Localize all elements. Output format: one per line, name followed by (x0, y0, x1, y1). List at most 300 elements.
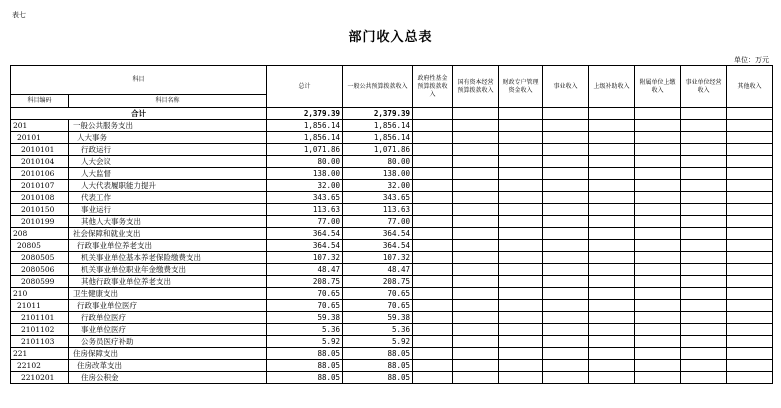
subject-code-cell: 2101102 (11, 324, 69, 336)
header-subject: 科目 (11, 66, 267, 95)
subject-code-cell: 210 (11, 288, 69, 300)
empty-cell (681, 228, 727, 240)
empty-cell (499, 228, 543, 240)
header-code: 科目编码 (11, 95, 69, 108)
total-cell: 77.00 (267, 216, 343, 228)
total-cell: 364.54 (267, 240, 343, 252)
empty-cell (727, 276, 773, 288)
subject-code-cell: 2101101 (11, 312, 69, 324)
header-affiliated: 附属单位上缴收入 (635, 66, 681, 108)
empty-cell (543, 144, 589, 156)
table-row (11, 276, 773, 288)
empty-cell (727, 168, 773, 180)
empty-cell (499, 276, 543, 288)
subject-code-cell: 22102 (11, 360, 69, 372)
empty-cell (499, 192, 543, 204)
empty-cell (589, 144, 635, 156)
empty-cell (727, 180, 773, 192)
empty-cell (499, 108, 543, 120)
table-row (11, 192, 773, 204)
subject-code-cell: 20101 (11, 132, 69, 144)
empty-cell (727, 156, 773, 168)
total-cell: 1,856.14 (267, 132, 343, 144)
empty-cell (453, 372, 499, 384)
empty-cell (589, 192, 635, 204)
empty-cell (681, 324, 727, 336)
empty-cell (499, 120, 543, 132)
subject-name-cell: 行政运行 (69, 144, 267, 156)
total-cell: 70.65 (267, 288, 343, 300)
total-row (11, 108, 773, 120)
empty-cell (681, 168, 727, 180)
general-budget-cell: 138.00 (343, 168, 413, 180)
table-row (11, 360, 773, 372)
table-row (11, 288, 773, 300)
empty-cell (543, 108, 589, 120)
total-cell: 364.54 (267, 228, 343, 240)
general-budget-cell: 1,856.14 (343, 132, 413, 144)
empty-cell (453, 168, 499, 180)
empty-cell (727, 312, 773, 324)
empty-cell (727, 108, 773, 120)
empty-cell (681, 156, 727, 168)
empty-cell (589, 228, 635, 240)
empty-cell (635, 252, 681, 264)
general-budget-cell: 364.54 (343, 228, 413, 240)
empty-cell (727, 348, 773, 360)
subject-code-cell: 2010108 (11, 192, 69, 204)
empty-cell (727, 264, 773, 276)
empty-cell (681, 360, 727, 372)
empty-cell (453, 360, 499, 372)
general-budget-cell: 32.00 (343, 180, 413, 192)
table-number-label: 表七 (12, 11, 26, 19)
empty-cell (589, 324, 635, 336)
empty-cell (727, 204, 773, 216)
empty-cell (635, 324, 681, 336)
empty-cell (635, 216, 681, 228)
empty-cell (589, 312, 635, 324)
empty-cell (681, 288, 727, 300)
general-budget-cell: 77.00 (343, 216, 413, 228)
empty-cell (727, 360, 773, 372)
header-gov-fund: 政府性基金预算拨款收入 (413, 66, 453, 108)
subject-name-cell: 卫生健康支出 (69, 288, 267, 300)
total-cell: 88.05 (267, 372, 343, 384)
empty-cell (413, 168, 453, 180)
empty-cell (681, 252, 727, 264)
empty-cell (635, 276, 681, 288)
empty-cell (543, 192, 589, 204)
empty-cell (635, 312, 681, 324)
empty-cell (727, 120, 773, 132)
empty-cell (413, 324, 453, 336)
empty-cell (589, 348, 635, 360)
empty-cell (589, 180, 635, 192)
header-superior-subsidy: 上级补助收入 (589, 66, 635, 108)
total-value: 2,379.39 (267, 108, 343, 120)
empty-cell (681, 132, 727, 144)
total-cell: 5.92 (267, 336, 343, 348)
total-cell: 1,071.86 (267, 144, 343, 156)
empty-cell (589, 300, 635, 312)
subject-name-cell: 社会保障和就业支出 (69, 228, 267, 240)
empty-cell (543, 276, 589, 288)
empty-cell (543, 372, 589, 384)
empty-cell (589, 336, 635, 348)
empty-cell (413, 192, 453, 204)
subject-name-cell: 代表工作 (69, 192, 267, 204)
empty-cell (499, 360, 543, 372)
subject-code-cell: 2080505 (11, 252, 69, 264)
subject-name-cell: 人大代表履职能力提升 (69, 180, 267, 192)
total-cell: 1,856.14 (267, 120, 343, 132)
empty-cell (453, 204, 499, 216)
subject-name-cell: 事业单位医疗 (69, 324, 267, 336)
empty-cell (413, 132, 453, 144)
empty-cell (453, 216, 499, 228)
general-budget-cell: 5.92 (343, 336, 413, 348)
empty-cell (543, 300, 589, 312)
empty-cell (453, 336, 499, 348)
empty-cell (413, 204, 453, 216)
empty-cell (589, 252, 635, 264)
empty-cell (681, 144, 727, 156)
empty-cell (589, 216, 635, 228)
income-summary-table (10, 65, 773, 384)
subject-name-cell: 机关事业单位基本养老保险缴费支出 (69, 252, 267, 264)
subject-name-cell: 事业运行 (69, 204, 267, 216)
subject-name-cell: 行政单位医疗 (69, 312, 267, 324)
empty-cell (413, 264, 453, 276)
empty-cell (453, 180, 499, 192)
empty-cell (413, 144, 453, 156)
total-general-budget: 2,379.39 (343, 108, 413, 120)
empty-cell (543, 264, 589, 276)
empty-cell (681, 180, 727, 192)
empty-cell (413, 288, 453, 300)
empty-cell (681, 312, 727, 324)
table-row (11, 132, 773, 144)
subject-code-cell: 2010104 (11, 156, 69, 168)
empty-cell (635, 372, 681, 384)
empty-cell (635, 228, 681, 240)
empty-cell (589, 276, 635, 288)
general-budget-cell: 80.00 (343, 156, 413, 168)
subject-code-cell: 2080506 (11, 264, 69, 276)
unit-label: 单位：万元 (734, 56, 769, 64)
table-row (11, 300, 773, 312)
empty-cell (635, 288, 681, 300)
empty-cell (413, 228, 453, 240)
empty-cell (499, 372, 543, 384)
total-cell: 88.05 (267, 360, 343, 372)
empty-cell (543, 120, 589, 132)
empty-cell (635, 132, 681, 144)
empty-cell (543, 180, 589, 192)
empty-cell (413, 372, 453, 384)
header-special-fund: 财政专户管理资金收入 (499, 66, 543, 108)
empty-cell (727, 324, 773, 336)
subject-name-cell: 其他人大事务支出 (69, 216, 267, 228)
empty-cell (681, 300, 727, 312)
table-row (11, 120, 773, 132)
total-cell: 208.75 (267, 276, 343, 288)
empty-cell (499, 312, 543, 324)
empty-cell (453, 264, 499, 276)
table-row (11, 312, 773, 324)
empty-cell (453, 132, 499, 144)
subject-name-cell: 人大事务 (69, 132, 267, 144)
general-budget-cell: 1,856.14 (343, 120, 413, 132)
subject-code-cell: 2210201 (11, 372, 69, 384)
general-budget-cell: 343.65 (343, 192, 413, 204)
subject-name-cell: 机关事业单位职业年金缴费支出 (69, 264, 267, 276)
empty-cell (453, 300, 499, 312)
empty-cell (413, 216, 453, 228)
empty-cell (499, 156, 543, 168)
empty-cell (589, 372, 635, 384)
empty-cell (499, 264, 543, 276)
total-cell: 5.36 (267, 324, 343, 336)
empty-cell (453, 156, 499, 168)
empty-cell (413, 312, 453, 324)
empty-cell (681, 204, 727, 216)
general-budget-cell: 1,071.86 (343, 144, 413, 156)
header-business: 事业收入 (543, 66, 589, 108)
empty-cell (589, 120, 635, 132)
empty-cell (727, 192, 773, 204)
empty-cell (413, 156, 453, 168)
empty-cell (543, 348, 589, 360)
empty-cell (589, 132, 635, 144)
empty-cell (543, 168, 589, 180)
empty-cell (681, 240, 727, 252)
empty-cell (727, 240, 773, 252)
empty-cell (681, 216, 727, 228)
subject-name-cell: 人大监督 (69, 168, 267, 180)
empty-cell (727, 252, 773, 264)
subject-code-cell: 2010107 (11, 180, 69, 192)
empty-cell (635, 120, 681, 132)
empty-cell (681, 108, 727, 120)
empty-cell (681, 348, 727, 360)
subject-name-cell: 行政事业单位养老支出 (69, 240, 267, 252)
empty-cell (727, 336, 773, 348)
empty-cell (453, 312, 499, 324)
general-budget-cell: 88.05 (343, 372, 413, 384)
subject-code-cell: 2010150 (11, 204, 69, 216)
total-cell: 48.47 (267, 264, 343, 276)
table-row (11, 324, 773, 336)
subject-code-cell: 2010101 (11, 144, 69, 156)
empty-cell (543, 336, 589, 348)
empty-cell (413, 240, 453, 252)
subject-name-cell: 公务员医疗补助 (69, 336, 267, 348)
subject-code-cell: 201 (11, 120, 69, 132)
total-cell: 70.65 (267, 300, 343, 312)
empty-cell (453, 276, 499, 288)
general-budget-cell: 107.32 (343, 252, 413, 264)
empty-cell (499, 300, 543, 312)
total-cell: 88.05 (267, 348, 343, 360)
subject-code-cell: 208 (11, 228, 69, 240)
empty-cell (499, 144, 543, 156)
empty-cell (413, 108, 453, 120)
table-row (11, 228, 773, 240)
empty-cell (589, 108, 635, 120)
empty-cell (453, 120, 499, 132)
empty-cell (727, 300, 773, 312)
general-budget-cell: 88.05 (343, 348, 413, 360)
empty-cell (543, 312, 589, 324)
subject-code-cell: 2010199 (11, 216, 69, 228)
table-row (11, 156, 773, 168)
empty-cell (635, 348, 681, 360)
empty-cell (453, 240, 499, 252)
header-other: 其他收入 (727, 66, 773, 108)
empty-cell (635, 204, 681, 216)
empty-cell (543, 360, 589, 372)
empty-cell (681, 120, 727, 132)
empty-cell (499, 288, 543, 300)
header-name: 科目名称 (69, 95, 267, 108)
empty-cell (413, 348, 453, 360)
empty-cell (635, 264, 681, 276)
general-budget-cell: 70.65 (343, 300, 413, 312)
table-row (11, 144, 773, 156)
general-budget-cell: 88.05 (343, 360, 413, 372)
general-budget-cell: 5.36 (343, 324, 413, 336)
empty-cell (499, 216, 543, 228)
empty-cell (499, 336, 543, 348)
empty-cell (727, 288, 773, 300)
empty-cell (499, 168, 543, 180)
empty-cell (453, 288, 499, 300)
subject-name-cell: 人大会议 (69, 156, 267, 168)
empty-cell (681, 276, 727, 288)
empty-cell (453, 324, 499, 336)
empty-cell (543, 252, 589, 264)
header-total: 总计 (267, 66, 343, 108)
empty-cell (453, 144, 499, 156)
table-row (11, 168, 773, 180)
empty-cell (635, 336, 681, 348)
empty-cell (499, 204, 543, 216)
empty-cell (635, 144, 681, 156)
subject-code-cell: 20805 (11, 240, 69, 252)
table-row (11, 336, 773, 348)
total-cell: 80.00 (267, 156, 343, 168)
total-cell: 138.00 (267, 168, 343, 180)
subject-name-cell: 住房公积金 (69, 372, 267, 384)
empty-cell (635, 192, 681, 204)
empty-cell (681, 372, 727, 384)
empty-cell (727, 216, 773, 228)
general-budget-cell: 208.75 (343, 276, 413, 288)
empty-cell (681, 264, 727, 276)
general-budget-cell: 48.47 (343, 264, 413, 276)
table-row (11, 180, 773, 192)
header-state-capital: 国有资本经营预算拨款收入 (453, 66, 499, 108)
subject-name-cell: 一般公共服务支出 (69, 120, 267, 132)
empty-cell (543, 240, 589, 252)
empty-cell (453, 192, 499, 204)
total-label: 合计 (11, 108, 267, 120)
table-row (11, 240, 773, 252)
empty-cell (727, 372, 773, 384)
empty-cell (499, 348, 543, 360)
subject-name-cell: 住房保障支出 (69, 348, 267, 360)
total-cell: 107.32 (267, 252, 343, 264)
empty-cell (589, 156, 635, 168)
subject-name-cell: 其他行政事业单位养老支出 (69, 276, 267, 288)
empty-cell (453, 348, 499, 360)
total-cell: 59.38 (267, 312, 343, 324)
empty-cell (635, 168, 681, 180)
total-cell: 343.65 (267, 192, 343, 204)
subject-code-cell: 2080599 (11, 276, 69, 288)
empty-cell (727, 132, 773, 144)
empty-cell (543, 204, 589, 216)
empty-cell (413, 300, 453, 312)
empty-cell (453, 108, 499, 120)
empty-cell (635, 240, 681, 252)
empty-cell (543, 216, 589, 228)
empty-cell (589, 264, 635, 276)
table-row (11, 372, 773, 384)
empty-cell (543, 156, 589, 168)
empty-cell (589, 288, 635, 300)
empty-cell (453, 228, 499, 240)
table-row (11, 204, 773, 216)
empty-cell (635, 300, 681, 312)
empty-cell (543, 228, 589, 240)
empty-cell (543, 324, 589, 336)
empty-cell (453, 252, 499, 264)
empty-cell (413, 276, 453, 288)
total-cell: 113.63 (267, 204, 343, 216)
empty-cell (635, 108, 681, 120)
empty-cell (413, 252, 453, 264)
empty-cell (589, 168, 635, 180)
empty-cell (635, 360, 681, 372)
header-operating: 事业单位经营收入 (681, 66, 727, 108)
empty-cell (681, 192, 727, 204)
table-row (11, 264, 773, 276)
empty-cell (589, 240, 635, 252)
empty-cell (635, 156, 681, 168)
empty-cell (499, 132, 543, 144)
subject-code-cell: 2010106 (11, 168, 69, 180)
subject-code-cell: 2101103 (11, 336, 69, 348)
empty-cell (413, 180, 453, 192)
subject-name-cell: 住房改革支出 (69, 360, 267, 372)
empty-cell (413, 360, 453, 372)
empty-cell (727, 144, 773, 156)
empty-cell (413, 120, 453, 132)
empty-cell (727, 228, 773, 240)
subject-name-cell: 行政事业单位医疗 (69, 300, 267, 312)
empty-cell (499, 252, 543, 264)
empty-cell (543, 288, 589, 300)
empty-cell (499, 180, 543, 192)
empty-cell (499, 240, 543, 252)
general-budget-cell: 113.63 (343, 204, 413, 216)
table-row (11, 216, 773, 228)
empty-cell (589, 360, 635, 372)
empty-cell (589, 204, 635, 216)
